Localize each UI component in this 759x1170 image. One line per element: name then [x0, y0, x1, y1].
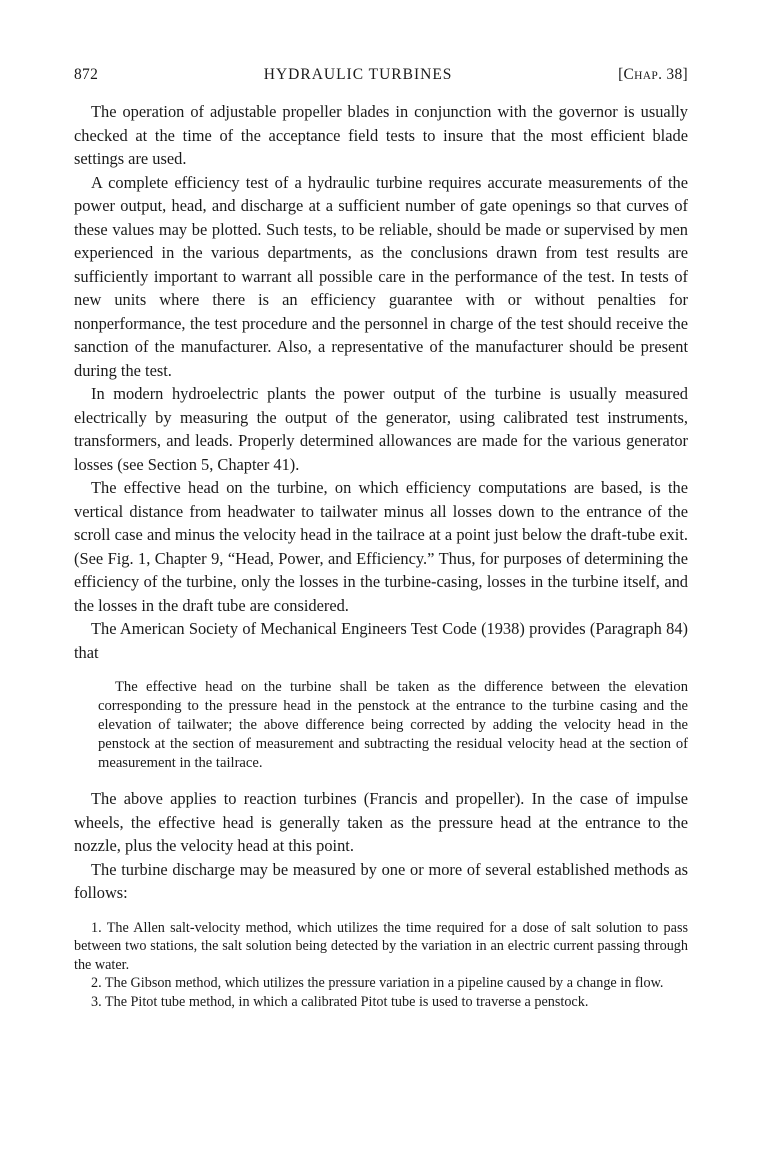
chapter-label: [CHAP. 38]: [618, 66, 688, 83]
list-item: 3. The Pitot tube method, in which a calibrated Pitot tube is used to traverse a penstock.: [91, 993, 589, 1010]
methods-list: [74, 919, 688, 1012]
paragraph: The operation of adjustable propeller blades in conjunction with the governor is usually checked at the time of the acceptance field tests to insure that the most efficient blade settings are used.: [74, 102, 688, 168]
paragraph: The turbine discharge may be measured by one or more of several established methods as follows:: [74, 859, 688, 902]
page-number: 872: [74, 66, 99, 83]
paragraph: A complete efficiency test of a hydraulic turbine requires accurate measurements of the power output, head, and discharge at a sufficient number of gate openings so that curves of these values may be plotted. Such tests, to be reliable, should be made or supervised by men experienced in the various departments, as the conclusions drawn from test results are sufficiently important to warrant all possible care in the performance of the test. In tests of new units where there is an efficiency guarantee with or without penalties for nonperformance, the test procedure and the personnel in charge of the test should receive the sanction of the manufacturer. Also, a representative of the manufacturer should be present during the test.: [74, 172, 688, 380]
running-header: [74, 66, 688, 90]
paragraph: The effective head on the turbine, on which efficiency computations are based, is the vertical distance from headwater to tailwater minus all losses down to the entrance of the scroll case and minus the velocity head in the tailrace at a point just below the draft-tube exit. (See Fig. 1, Chapter 9, “Head, Power, and Efficiency.” Thus, for purposes of determining the efficiency of the turbine, only the losses in the turbine-casing, losses in the turbine itself, and the losses in the draft tube are considered.: [74, 478, 688, 615]
quote-text: The effective head on the turbine shall be taken as the difference between the elevation corresponding to the pressure head in the penstock at the entrance to the turbine casing and the elevation of tailwater; the above difference being corrected by adding the velocity head in the penstock at the section of measurement and subtracting the residual velocity head at the section of measurement in the tailrace.: [98, 679, 688, 771]
paragraph: The above applies to reaction turbines (Francis and propeller). In the case of impulse wheels, the effective head is generally taken as the pressure head at the entrance to the nozzle, plus the velocity head at this point.: [74, 789, 688, 855]
body-text: [74, 100, 688, 664]
paragraph: The American Society of Mechanical Engineers Test Code (1938) provides (Paragraph 84) that: [74, 619, 688, 662]
book-page: [74, 66, 688, 1011]
block-quote: [74, 678, 688, 773]
body-text-continued: [74, 787, 688, 905]
list-item: 1. The Allen salt-velocity method, which utilizes the time required for a dose of salt solution to pass between two stations, the salt solution being detected by the variation in an electric current passing through the water.: [74, 919, 688, 973]
list-item: 2. The Gibson method, which utilizes the pressure variation in a pipeline caused by a change in flow.: [91, 975, 664, 992]
running-title: HYDRAULIC TURBINES: [263, 66, 453, 83]
paragraph: In modern hydroelectric plants the power output of the turbine is usually measured electrically by measuring the output of the generator, using calibrated test instruments, transformers, and leads. Properly determined allowances are made for the various generator losses (see Section 5, Chapter 41).: [74, 384, 688, 474]
